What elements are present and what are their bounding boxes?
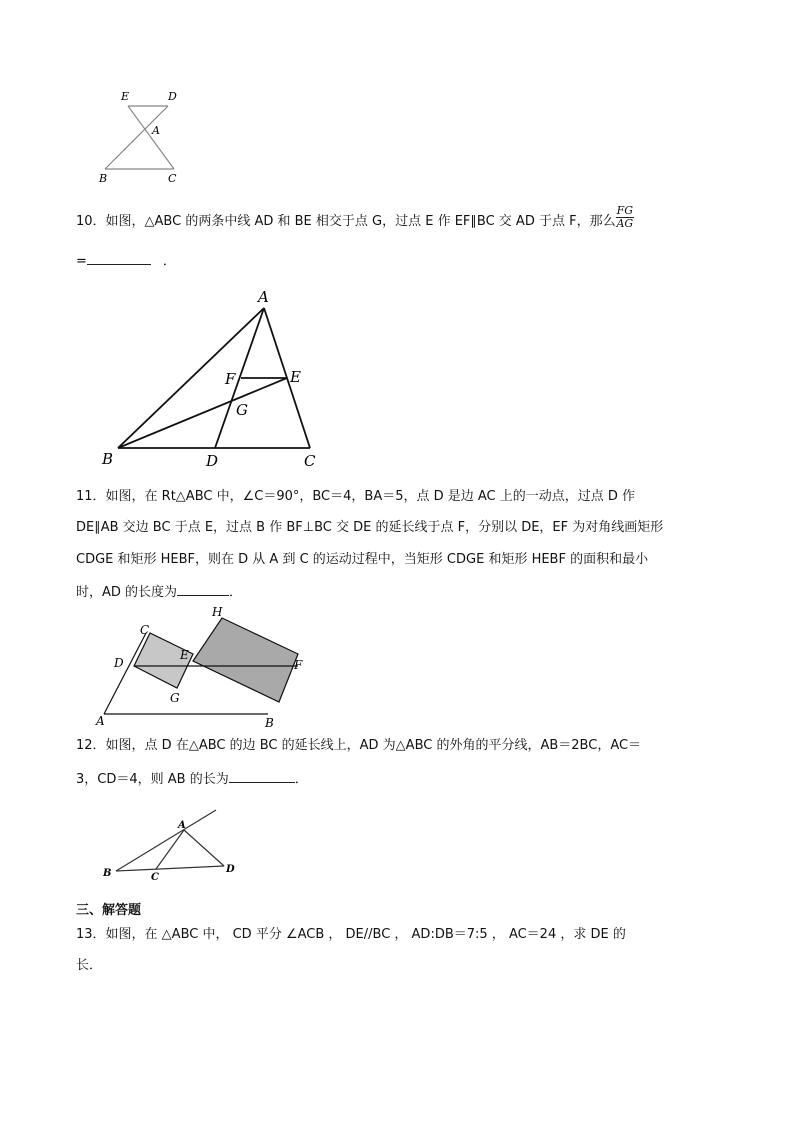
label-B: B [103,868,112,879]
question-12-line1: 12．如图，点 D 在△ABC 的边 BC 的延长线上，AD 为△ABC 的外角的平分线，AB＝2BC，AC＝ [76,738,642,753]
section-title-3: 三、解答题 [76,903,142,918]
q10-frac-den: AG [616,217,634,230]
label-A: A [178,820,186,831]
q11-answer-blank[interactable] [177,581,229,596]
label-C: C [168,172,177,185]
q10-tail: ． [162,254,176,269]
label-D: D [226,864,235,875]
figure-hourglass [92,86,202,188]
q11-line4-text: 时，AD 的长度为 [76,585,178,600]
question-10 [76,204,634,232]
label-A: A [96,714,105,728]
question-13-line1: 13．如图，在 △ABC 中， CD 平分 ∠ACB ， DE//BC ， AD:DB＝7:5 ， AC＝24 ，求 DE 的 [76,927,626,942]
question-13-line2: 长． [76,958,103,973]
question-10-answer-line [76,250,176,272]
label-C: C [304,452,316,470]
question-11-line1: 11．如图，在 Rt△ABC 中，∠C＝90°，BC＝4，BA＝5，点 D 是边 AC 上的一动点，过点 D 作 [76,489,636,504]
label-C: C [151,872,159,883]
figure-q12 [96,804,246,884]
question-11-line4 [76,581,242,603]
q10-text: 10．如图，△ABC 的两条中线 AD 和 BE 相交于点 G，过点 E 作 EF∥BC 交 AD 于点 F，那么 [76,214,616,229]
label-B: B [99,172,108,185]
label-D: D [206,452,219,470]
question-11-line3: CDGE 和矩形 HEBF，则在 D 从 A 到 C 的运动过程中，当矩形 CDGE 和矩形 HEBF 的面积和最小 [76,552,649,567]
q10-fraction [616,205,634,230]
label-E: E [290,368,301,386]
label-H: H [212,605,223,619]
label-F: F [294,658,303,672]
label-G: G [170,691,180,705]
label-C: C [140,623,150,637]
label-D: D [168,90,177,103]
q12-tail: ． [294,772,308,787]
q10-eq: = [76,254,87,269]
q10-answer-blank[interactable] [87,250,151,265]
label-A: A [152,124,160,137]
q11-tail: ． [229,585,243,600]
label-E: E [121,90,130,103]
figure-q10 [96,286,336,472]
q12-line2-text: 3，CD＝4，则 AB 的长为 [76,772,229,787]
label-D: D [114,656,124,670]
label-B: B [265,716,274,730]
question-11-line2: DE∥AB 交边 BC 于点 E，过点 B 作 BF⊥BC 交 DE 的延长线于点 F，分别以 DE，EF 为对角线画矩形 [76,520,664,535]
label-E: E [180,648,189,662]
question-12-line2 [76,768,308,790]
q12-answer-blank[interactable] [229,768,295,783]
label-A: A [258,288,269,306]
label-F: F [225,370,236,388]
label-G: G [236,401,248,419]
q10-frac-num: FG [616,204,634,217]
figure-q11 [88,602,318,730]
label-B: B [102,450,114,468]
